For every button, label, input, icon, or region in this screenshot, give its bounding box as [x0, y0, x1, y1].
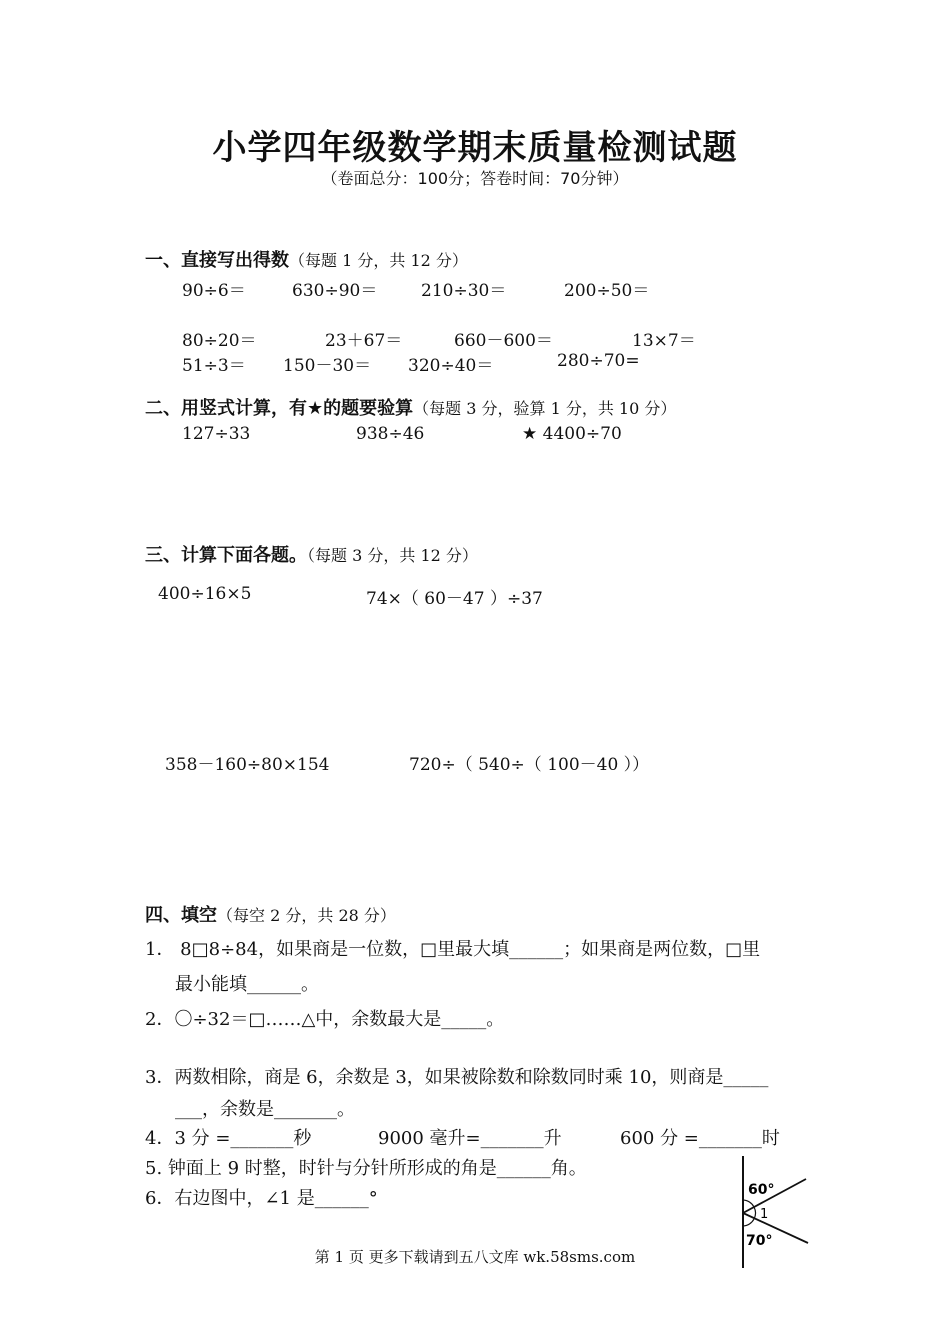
s4-question-5: 5. 钟面上 9 时整，时针与分针所形成的角是______角。 — [145, 1158, 587, 1179]
s3-item-4: 720÷（ 540÷（ 100－40 ）） — [409, 755, 650, 775]
s2-item-3: ★ 4400÷70 — [522, 424, 622, 444]
s1-item-10: 150－30＝ — [283, 356, 372, 376]
s1-item-3: 210÷30＝ — [421, 281, 507, 301]
section-1-title: 一、直接写出得数 — [145, 250, 289, 271]
s4-question-4-part-2: 9000 毫升=_______升 — [378, 1128, 562, 1149]
section-1-note: （每题 1 分，共 12 分） — [289, 251, 468, 270]
s1-item-11: 320÷40＝ — [408, 356, 494, 376]
section-4-note: （每空 2 分，共 28 分） — [217, 906, 396, 925]
s3-item-3: 358－160÷80×154 — [165, 755, 330, 775]
section-2-heading — [145, 394, 676, 420]
s1-item-2: 630÷90＝ — [292, 281, 378, 301]
section-4-title: 四、填空 — [145, 905, 217, 926]
s4-question-1-line-1: 1． 8□8÷84，如果商是一位数，□里最大填______；如果商是两位数，□里 — [145, 939, 761, 960]
s1-item-1: 90÷6＝ — [182, 281, 246, 301]
s1-item-7: 660－600＝ — [454, 331, 553, 351]
s1-item-5: 80÷20＝ — [182, 331, 257, 351]
section-1-heading — [145, 246, 468, 272]
s1-item-6: 23＋67＝ — [325, 331, 403, 351]
section-3-note: （每题 3 分，共 12 分） — [307, 546, 478, 565]
angle-figure-arc-top — [743, 1200, 754, 1207]
angle-figure-arc-middle — [754, 1207, 755, 1219]
section-2-title: 二、用竖式计算，有★的题要验算 — [145, 398, 414, 419]
s1-item-4: 200÷50＝ — [564, 281, 650, 301]
s1-item-8: 13×7＝ — [632, 331, 696, 351]
s2-item-2: 938÷46 — [356, 424, 425, 444]
s4-question-3-line-2: ___，余数是_______。 — [175, 1099, 355, 1120]
section-3-title: 三、计算下面各题。 — [145, 545, 307, 566]
angle-figure-label-1: 1 — [760, 1207, 769, 1222]
section-2-note: （每题 3 分，验算 1 分，共 10 分） — [413, 399, 677, 418]
s3-item-1: 400÷16×5 — [158, 584, 252, 604]
angle-figure-label-70: 70° — [746, 1233, 773, 1249]
s4-question-4-part-1: 4．3 分 =_______秒 — [145, 1128, 312, 1149]
s4-question-6: 6．右边图中，∠1 是______° — [145, 1188, 378, 1209]
page-footer: 第 1 页 更多下载请到五八文库 wk.58sms.com — [314, 1248, 636, 1266]
s1-item-9: 51÷3＝ — [182, 356, 246, 376]
s1-item-12: 280÷70= — [557, 351, 640, 371]
s4-question-4-part-3: 600 分 =_______时 — [620, 1128, 780, 1149]
s2-item-1: 127÷33 — [182, 424, 251, 444]
section-4-heading — [145, 901, 396, 927]
page-title: 小学四年级数学期末质量检测试题 — [212, 128, 738, 168]
angle-figure-arc-bottom — [743, 1219, 754, 1226]
section-3-heading — [145, 541, 478, 567]
s3-item-2: 74×（ 60－47 ）÷37 — [366, 589, 543, 609]
s4-question-1-line-2: 最小能填______。 — [175, 974, 319, 995]
page-subtitle: （卷面总分：100分；答卷时间：70分钟） — [321, 169, 629, 188]
angle-figure-label-60: 60° — [748, 1182, 775, 1198]
s4-question-2: 2．〇÷32＝□……△中，余数最大是_____。 — [145, 1009, 505, 1030]
s4-question-3-line-1: 3．两数相除，商是 6，余数是 3，如果被除数和除数同时乘 10，则商是_____ — [145, 1067, 769, 1088]
